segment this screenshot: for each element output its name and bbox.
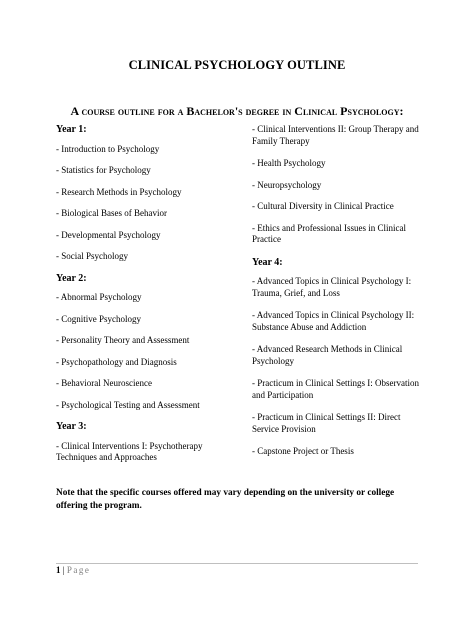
year-4-heading: Year 4: [252,256,283,268]
course-item: - Cognitive Psychology [56,313,141,324]
course-item: - Psychopathology and Diagnosis [56,356,177,367]
course-item: - Behavioral Neuroscience [56,378,152,388]
note-text: Note that the specific courses offered may vary depending on the university or college offering the program. [56,488,395,511]
course-item: - Capstone Project or Thesis [252,446,354,456]
course-item: - Developmental Psychology [56,229,161,240]
page-title: CLINICAL PSYCHOLOGY OUTLINE [128,58,346,72]
right-column [252,124,428,468]
course-item: - Health Psychology [252,158,326,168]
footer-separator: | [60,565,67,575]
course-item: - Research Methods in Psychology [56,186,182,197]
footer-divider [56,563,418,564]
year-1-heading: Year 1: [56,124,87,135]
page-label: Page [66,565,91,575]
left-column [56,124,236,475]
page-number: 1 [56,565,61,575]
course-item: - Statistics for Psychology [56,165,151,175]
course-item: - Clinical Interventions II: Group Therapy and Family Therapy [252,124,419,146]
course-item: - Social Psychology [56,251,128,261]
course-item: - Practicum in Clinical Settings II: Direct Service Provision [252,412,401,434]
page-subtitle: A course outline for a Bachelor's degree in Clinical Psychology: [70,104,404,118]
course-item: - Neuropsychology [252,179,322,190]
course-item: - Advanced Topics in Clinical Psychology I: Trauma, Grief, and Loss [252,276,412,298]
page-footer [56,565,90,575]
year-3-heading: Year 3: [56,421,87,432]
course-item: - Abnormal Psychology [56,292,142,302]
course-item: - Advanced Research Methods in Clinical Psychology [252,344,403,366]
course-item: - Advanced Topics in Clinical Psychology II: Substance Abuse and Addiction [252,310,415,332]
course-item: - Cultural Diversity in Clinical Practice [252,201,394,211]
course-item: - Biological Bases of Behavior [56,208,167,218]
course-item: - Clinical Interventions I: Psychotherapy Techniques and Approaches [56,440,203,462]
course-item: - Introduction to Psychology [56,143,160,154]
course-item: - Ethics and Professional Issues in Clinical Practice [252,222,406,244]
year-2-heading: Year 2: [56,272,87,284]
course-item: - Practicum in Clinical Settings I: Observation and Participation [252,378,419,400]
course-item: - Psychological Testing and Assessment [56,399,200,410]
course-item: - Personality Theory and Assessment [56,335,190,345]
